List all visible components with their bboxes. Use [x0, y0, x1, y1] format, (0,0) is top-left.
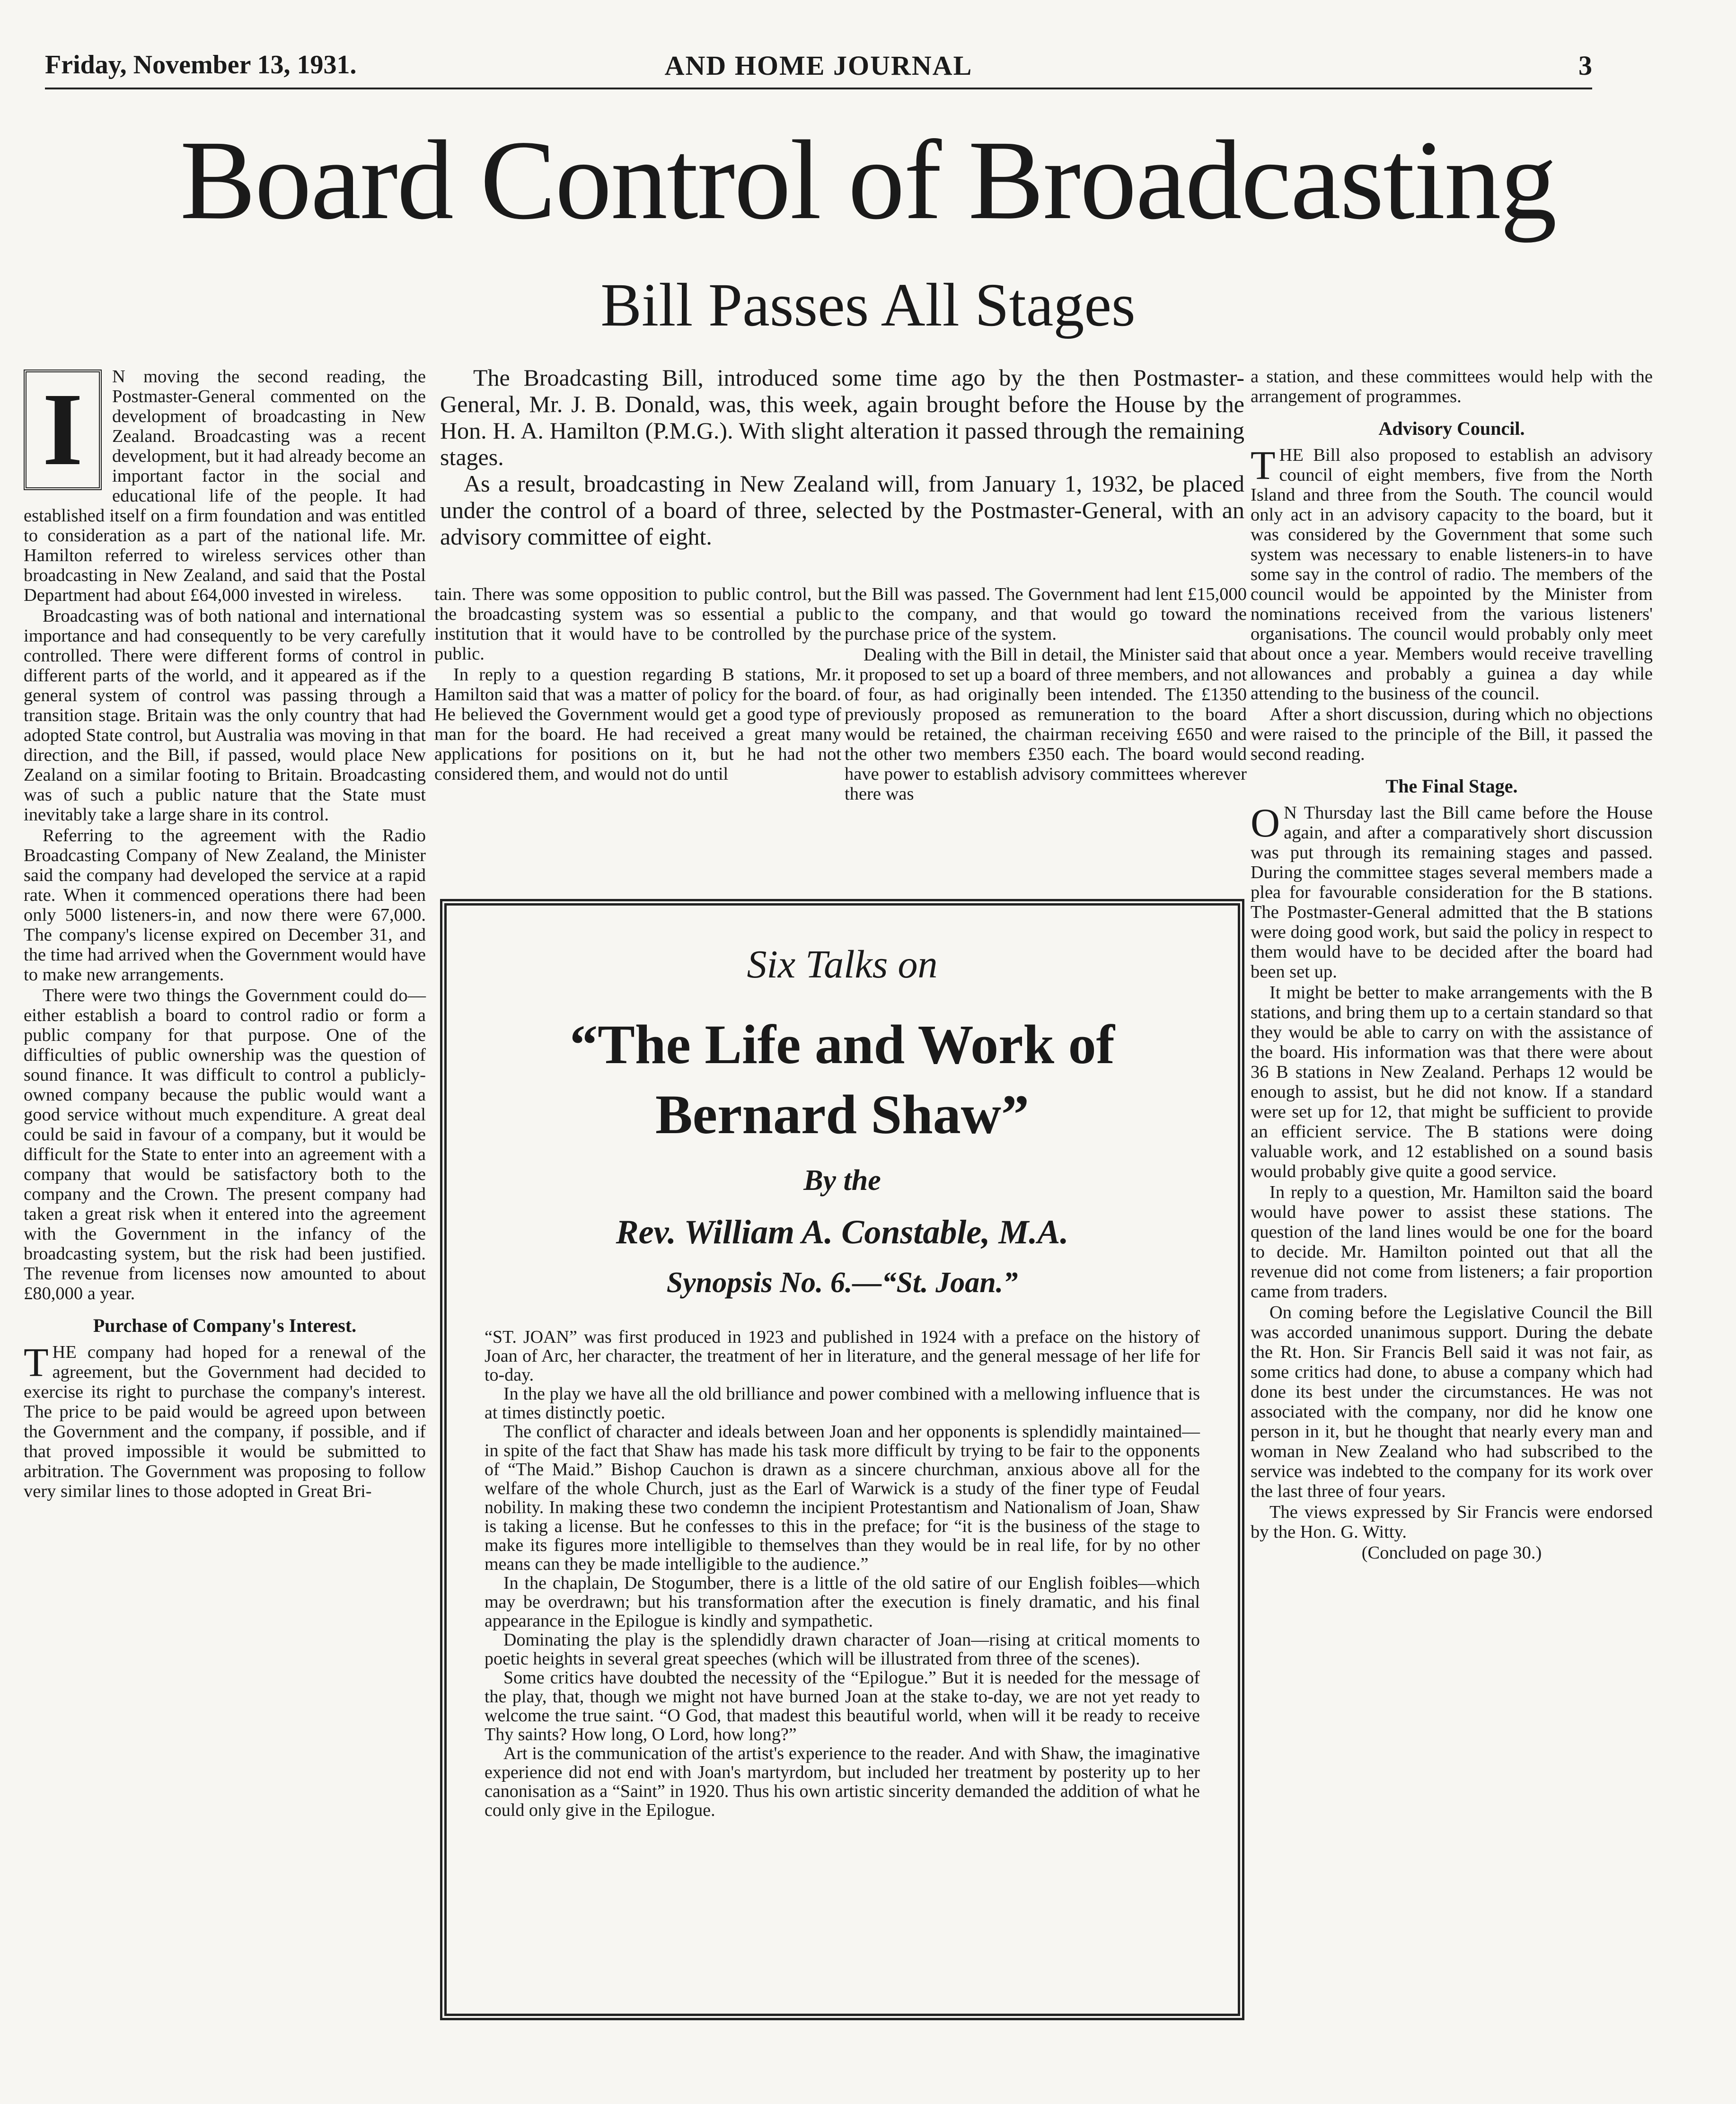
article-standfirst: [440, 364, 1244, 550]
feature-body: [485, 1328, 1200, 1820]
article-paragraph: a station, and these committees would help with the arrangement of programmes.: [1251, 367, 1653, 406]
section-heading: The Final Stage.: [1385, 775, 1518, 797]
article-paragraph: It might be better to make arrangements with the B stations, and bring them up to a certain standard so that they would be able to carry on with the assistance of the board. His information was that there were about 36 B stations in New Zealand. Perhaps 12 would be enough to assist, but he did not know. If a standard were set up for 12, that might be sufficient to provide an efficient service. The B stations were doing valuable work, and 12 established on a sound basis would probably give quite a good service.: [1251, 983, 1653, 1181]
continued-notice: (Concluded on page 30.): [1361, 1543, 1542, 1563]
article-paragraph: In reply to a question, Mr. Hamilton said the board would have power to assist these stations. The question of the land lines would be one for the board to decide. Mr. Hamilton pointed out that all the revenue did not come from listeners; a fair proportion came from traders.: [1251, 1182, 1653, 1302]
article-paragraph: The views expressed by Sir Francis were endorsed by the Hon. G. Witty.: [1251, 1502, 1653, 1542]
boxed-feature-content: [485, 934, 1200, 1995]
article-paragraph: There were two things the Government could do—either establish a board to control radio or form a public company for that purpose. One of the difficulties of public ownership was the question of sound finance. It was difficult to control a publicly-owned company because the public would want a good service without much expenditure. A great deal could be said in favour of a company, but it would be difficult for the State to enter into an agreement with a company that would be satisfactory both to the company and the Crown. The present company had taken a great risk when it entered into the agreement with the Government in the infancy of the broadcasting system, but the risk had been justified. The revenue from licenses now amounted to about £80,000 a year.: [24, 986, 426, 1303]
feature-title-line: “The Life and Work of: [570, 1013, 1115, 1075]
initial-letter: O: [1251, 800, 1280, 845]
article-paragraph: THE Bill also proposed to establish an advisory council of eight members, five from the North Island and three from the South. The council would only act in an advisory capacity to the board, but it was considered by the Government that some such system was necessary to enable listeners-in to have some say in the control of radio. The members of the council would be appointed by the Minister from nominations received from the various listeners' organisations. The council would probably only meet about once a year. Members would receive travelling allowances and probably a guinea a day while attending to the business of the council.: [1251, 442, 1653, 704]
boxed-feature: [440, 899, 1244, 2020]
ornamental-drop-cap: I: [24, 370, 102, 490]
feature-paragraph: Dominating the play is the splendidly drawn character of Joan—rising at critical moments to poetic heights in several great speeches (which will be illustrated from three of the scenes).: [485, 1630, 1200, 1669]
article-paragraph: O N Thursday last the Bill came before the House again, and after a comparatively short discussion was put through its remaining stages and passed. During the committee stages several members made a plea for favourable consideration for the B stations. The Postmaster-General admitted that the B stations were doing good work, but said the policy in respect to them would have to be decided after the board had been set up.: [1251, 800, 1653, 982]
issue-date: Friday, November 13, 1931.: [45, 50, 357, 79]
article-subheadline: Bill Passes All Stages: [600, 271, 1136, 339]
initial-letter: T: [1251, 442, 1276, 488]
article-paragraph: tain. There was some opposition to public control, but the broadcasting system was so essential a public institution that it would have to be controlled by the public.: [434, 584, 841, 664]
column-3: [845, 584, 1247, 805]
article-paragraph: On coming before the Legislative Council the Bill was accorded unanimous support. During the debate the Rt. Hon. Sir Francis Bell said it was not fair, as some critics had done, to abuse a company which had done its best under the circumstances. He was not associated with the company, nor did he know one person in it, but he thought that nearly every man and woman in New Zealand who had subscribed to the service was indebted to the company for its work over the last three of four years.: [1251, 1303, 1653, 1501]
feature-synopsis-heading: Synopsis No. 6.—“St. Joan.”: [666, 1267, 1018, 1299]
feature-paragraph: Some critics have doubted the necessity of the “Epilogue.” But it is needed for the message of the play, that, though we might not have burned Joan at the stake to-day, we are not yet ready to welcome the true saint. “O God, that madest this beautiful world, when will it be ready to receive Thy saints? How long, O Lord, how long?”: [485, 1668, 1200, 1744]
standfirst-paragraph: The Broadcasting Bill, introduced some time ago by the then Postmaster-General, Mr. J. B. Donald, was, this week, again brought before the House by the Hon. H. A. Hamilton (P.M.G.). With slight alteration it passed through the remaining stages.: [440, 364, 1244, 470]
running-head: [45, 45, 1592, 89]
section-heading: Purchase of Company's Interest.: [93, 1315, 357, 1336]
feature-author: Rev. William A. Constable, M.A.: [616, 1213, 1069, 1251]
article-paragraph: Broadcasting was of both national and international importance and had consequently to be very carefully controlled. There were different forms of control in different parts of the world, and it appeared as if the general system of control was passing through a transition stage. Britain was the only country that had adopted State control, but Australia was moving in that direction, and the Bill, if passed, would place New Zealand on a similar footing to Britain. Broadcasting was of such a public nature that the State must inevitably take a large share in its control.: [24, 606, 426, 825]
feature-paragraph: In the play we have all the old brilliance and power combined with a mellowing influence that is at times distinctly poetic.: [485, 1384, 1200, 1423]
column-4: [1251, 367, 1653, 1564]
article-paragraph: Referring to the agreement with the Radio Broadcasting Company of New Zealand, the Minister said the company had developed the service at a rapid rate. When it commenced operations there had been only 5000 listeners-in, and now there were 67,000. The company's license expired on December 31, and the time had arrived when the Government would have to make new arrangements.: [24, 826, 426, 985]
feature-paragraph: “ST. JOAN” was first produced in 1923 and published in 1924 with a preface on the history of Joan of Arc, her character, the treatment of her in literature, and the general message of her life for to-day.: [485, 1327, 1200, 1385]
article-paragraph: Dealing with the Bill in detail, the Minister said that it proposed to set up a board of three members, and not of four, as had originally been intended. The £1350 previously proposed as remuneration to the board would be retained, the chairman receiving £650 and the other two members £350 each. The board would have power to establish advisory committees wherever there was: [845, 645, 1247, 804]
publication-name: AND HOME JOURNAL: [664, 50, 973, 81]
feature-byline: By the: [803, 1164, 881, 1197]
article-paragraph: After a short discussion, during which no objections were raised to the principle of the Bill, it passed the second reading.: [1251, 704, 1653, 764]
article-paragraph: THE company had hoped for a renewal of the agreement, but the Government had decided to exercise its right to purchase the company's interest. The price to be paid would be agreed upon between the Government and the company, if possible, and if that proved impossible it would be submitted to arbitration. The Government was proposing to follow very similar lines to those adopted in Great Bri-: [24, 1339, 426, 1501]
article-paragraph: I N moving the second reading, the Postmaster-General commented on the development of broadcasting in New Zealand. Broadcasting was a recent development, but it had already become an important factor in the social and educational life of the people. It had established itself on a firm foundation and was entitled to consideration as a part of the national life. Mr. Hamilton referred to wireless services other than broadcasting in New Zealand, and said that the Postal Department had about £64,000 invested in wireless.: [24, 367, 426, 605]
feature-title: [485, 1010, 1200, 1150]
feature-title-line: Bernard Shaw”: [655, 1083, 1030, 1145]
standfirst-paragraph: As a result, broadcasting in New Zealand will, from January 1, 1932, be placed under the control of a board of three, selected by the Postmaster-General, with an advisory committee of eight.: [440, 470, 1244, 550]
initial-letter: T: [24, 1339, 49, 1385]
column-2: [434, 584, 841, 785]
article-paragraph: the Bill was passed. The Government had lent £15,000 to the company, and that would go toward the purchase price of the system.: [845, 584, 1247, 644]
column-1: [24, 367, 426, 1502]
page-number: 3: [1578, 50, 1592, 81]
feature-paragraph: Art is the communication of the artist's experience to the reader. And with Shaw, the imaginative experience did not end with Joan's martyrdom, but included her treatment by posterity up to her canonisation as a “Saint” in 1920. Thus his own artistic sincerity demanded the addition of what he could only give in the Epilogue.: [485, 1743, 1200, 1820]
section-heading: Advisory Council.: [1378, 418, 1525, 439]
article-headline: Board Control of Broadcasting: [180, 117, 1556, 243]
feature-paragraph: The conflict of character and ideals between Joan and her opponents is splendidly maintained—in spite of the fact that Shaw has made his task more difficult by trying to be fair to the opponents of “The Maid.” Bishop Cauchon is drawn as a sincere churchman, anxious above all for the welfare of the whole Church, just as the Earl of Warwick is a study of the finer type of Feudal nobility. In making these two condemn the incipient Protestantism and Nationalism of Joan, Shaw is taking a license. But he confesses to this in the preface; for “it is the business of the stage to make its figures more intelligible to themselves than they would be in real life, for by no other means can they be made intelligible to the audience.”: [485, 1422, 1200, 1574]
article-paragraph: In reply to a question regarding B stations, Mr. Hamilton said that was a matter of policy for the board. He believed the Government would get a good type of man for the board. He had received a great many applications for positions on it, but he had not considered them, and would not do until: [434, 665, 841, 784]
feature-kicker: Six Talks on: [747, 942, 938, 986]
feature-paragraph: In the chaplain, De Stogumber, there is a little of the old satire of our English foibles—which may be overdrawn; but his transformation after the execution is finely dramatic, and his final appearance in the Epilogue is kindly and sympathetic.: [485, 1573, 1200, 1631]
